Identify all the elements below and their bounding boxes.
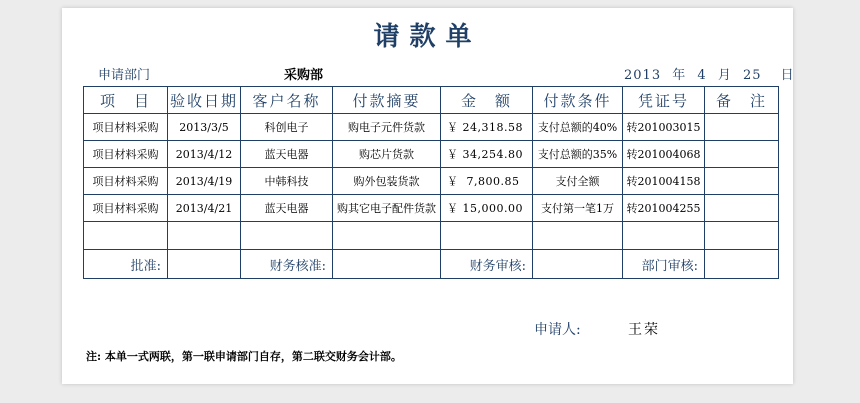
header-amount: 金 额 (441, 87, 533, 114)
form-title: 请款单 (373, 22, 482, 52)
dept-audit-label: 部门审核: (623, 250, 705, 279)
cell-terms: 支付总额的40% (533, 114, 623, 141)
cell-date: 2013/3/5 (168, 114, 241, 141)
form-date (624, 64, 801, 83)
footnote: 注: 本单一式两联，第一联申请部门自存，第二联交财务会计部。 (86, 350, 402, 363)
table-row-empty (84, 222, 779, 250)
approve-label: 批准: (84, 250, 168, 279)
cell-voucher: 转201004255 (623, 195, 705, 222)
cell-terms: 支付总额的35% (533, 141, 623, 168)
request-payment-form (62, 8, 793, 384)
applicant-name: 王荣 (628, 322, 660, 338)
date-day: 25 (742, 68, 762, 83)
cell-terms: 支付第一笔1万 (533, 195, 623, 222)
approve-field (168, 250, 241, 279)
cell-voucher: 转201004158 (623, 168, 705, 195)
cell-item: 项目材料采购 (84, 114, 168, 141)
cell-date: 2013/4/21 (168, 195, 241, 222)
applicant-label: 申请人: (534, 322, 581, 338)
cell-customer: 蓝天电器 (241, 141, 333, 168)
cell-summary: 购电子元件货款 (333, 114, 441, 141)
table-row (84, 168, 779, 195)
cell-item: 项目材料采购 (84, 141, 168, 168)
table-row (84, 114, 779, 141)
table-header-row (84, 87, 779, 114)
cell-item: 项目材料采购 (84, 195, 168, 222)
cell-voucher: 转201004068 (623, 141, 705, 168)
cell-summary: 购外包装货款 (333, 168, 441, 195)
date-year-unit: 年 (672, 68, 687, 83)
cell-remark (705, 141, 779, 168)
finance-check-field (333, 250, 441, 279)
cell-terms: 支付全额 (533, 168, 623, 195)
date-year: 2013 (624, 68, 662, 83)
header-acceptance-date: 验收日期 (168, 87, 241, 114)
header-item: 项 目 (84, 87, 168, 114)
cell-amount: ￥ 15,000.00 (441, 195, 533, 222)
date-day-unit: 日 (780, 68, 795, 83)
cell-date: 2013/4/12 (168, 141, 241, 168)
cell-item: 项目材料采购 (84, 168, 168, 195)
cell-remark (705, 114, 779, 141)
header-summary: 付款摘要 (333, 87, 441, 114)
cell-voucher: 转201003015 (623, 114, 705, 141)
header-customer: 客户名称 (241, 87, 333, 114)
payment-table (83, 86, 779, 279)
table-row (84, 195, 779, 222)
finance-audit-field (533, 250, 623, 279)
table-row (84, 141, 779, 168)
cell-customer: 科创电子 (241, 114, 333, 141)
cell-customer: 蓝天电器 (241, 195, 333, 222)
cell-amount: ￥ 24,318.58 (441, 114, 533, 141)
cell-customer: 中韩科技 (241, 168, 333, 195)
cell-remark (705, 168, 779, 195)
cell-summary: 购其它电子配件货款 (333, 195, 441, 222)
department-label: 申请部门 (98, 68, 151, 83)
cell-amount: ￥ 7,800.85 (441, 168, 533, 195)
header-voucher: 凭证号 (623, 87, 705, 114)
finance-check-label: 财务核准: (241, 250, 333, 279)
header-terms: 付款条件 (533, 87, 623, 114)
finance-audit-label: 财务审核: (441, 250, 533, 279)
date-month: 4 (697, 68, 707, 83)
dept-audit-field (705, 250, 779, 279)
cell-amount: ￥ 34,254.80 (441, 141, 533, 168)
cell-date: 2013/4/19 (168, 168, 241, 195)
header-remark: 备 注 (705, 87, 779, 114)
signature-row (84, 250, 779, 279)
cell-remark (705, 195, 779, 222)
date-month-unit: 月 (717, 68, 732, 83)
department-value: 采购部 (284, 68, 324, 83)
cell-summary: 购芯片货款 (333, 141, 441, 168)
